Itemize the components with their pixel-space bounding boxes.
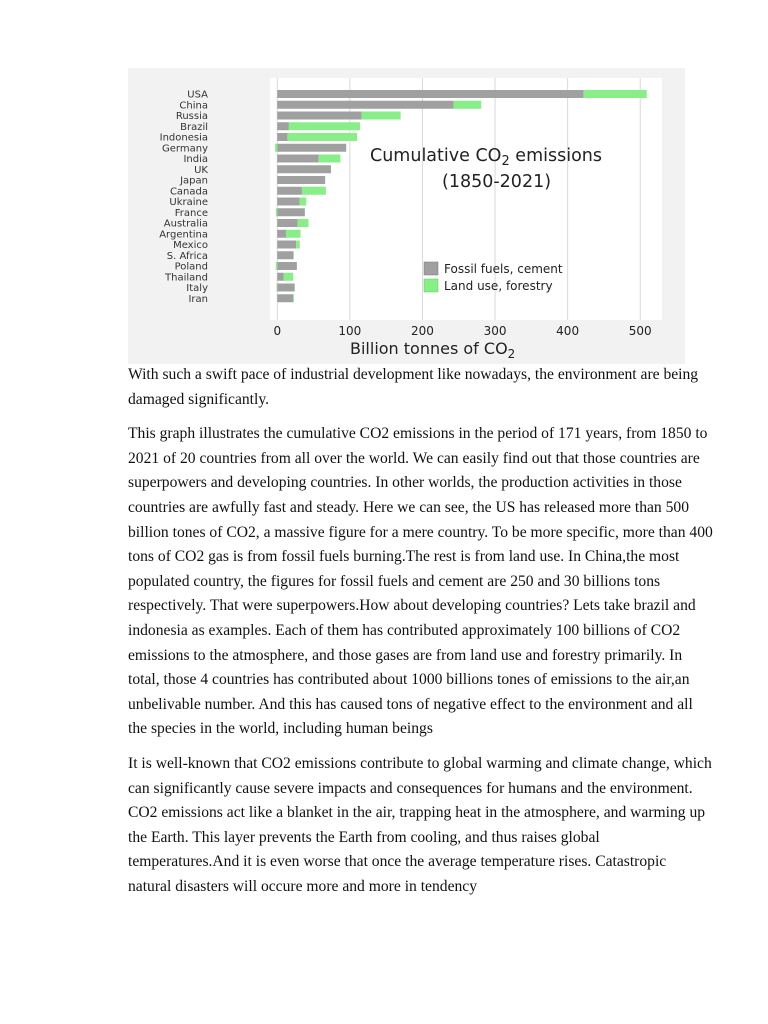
bar-fossil <box>277 122 289 130</box>
bar-landuse <box>284 273 293 281</box>
category-label: Russia <box>175 111 208 122</box>
x-tick-label: 300 <box>483 324 507 338</box>
category-label: USA <box>187 89 208 101</box>
category-label: UK <box>194 164 208 176</box>
bar-landuse <box>454 101 482 109</box>
category-label: Poland <box>174 261 208 273</box>
body-text <box>128 363 713 909</box>
x-tick-label: 100 <box>338 324 362 338</box>
bar-fossil <box>277 294 293 302</box>
x-tick-label: 500 <box>628 324 652 338</box>
category-label: France <box>174 207 208 219</box>
category-label: Argentina <box>159 229 208 241</box>
category-label: Ukraine <box>169 197 208 208</box>
x-axis-label: Billion tonnes of $CO_2$ <box>350 339 516 361</box>
bar-landuse <box>296 241 300 249</box>
chart-title-line2: (1850-2021) <box>442 172 552 192</box>
category-label: Thailand <box>165 272 208 284</box>
bar-landuse <box>276 208 277 216</box>
bar-landuse <box>276 262 277 270</box>
emissions-chart <box>128 68 685 364</box>
category-label: S. Africa <box>166 250 208 262</box>
bar-fossil <box>277 133 287 141</box>
legend-label-landuse: Land use, forestry <box>444 279 553 293</box>
bar-fossil <box>277 262 297 270</box>
bar-landuse <box>319 155 341 163</box>
category-label: Japan <box>180 175 208 187</box>
bar-landuse <box>293 294 294 302</box>
bar-landuse <box>286 230 301 238</box>
bar-landuse <box>289 122 360 130</box>
bar-fossil <box>277 144 346 152</box>
category-label: Italy <box>186 283 208 294</box>
x-tick-label: 200 <box>410 324 434 338</box>
bar-fossil <box>277 176 325 184</box>
bar-landuse <box>584 90 647 98</box>
category-label: India <box>183 154 208 165</box>
chart-title-line1: Cumulative $CO_2$ emissions <box>370 146 602 169</box>
bar-fossil <box>277 251 293 259</box>
bar-landuse <box>287 133 357 141</box>
paragraph-graph-description: This graph illustrates the cumulative CO2 emissions in the period of 171 years, from 1850 to 2021 of 20 countries from all over the world. We can easily find out that those countries are superpowers and developing countries. In other worlds, the production activities in those countries are awfully fast and steady. Here we can see, the US has released more than 500 billion tones of CO2, a massive figure for a mere country. To be more specific, more than 400 tons of CO2 gas is from fossil fuels burning.The rest is from land use. In China,the most populated country, the figures for fossil fuels and cement are 250 and 30 billions tons respectively. That were superpowers.How about developing countries? Lets take brazil and indonesia as examples. Each of them has contributed approximately 100 billions of CO2 emissions to the atmosphere, and those gases are from land use and forestry primarily. In total, those 4 countries has contributed about 1000 billions tones of emissions to the air,an unbelivable number. And this has caused tons of negative effect to the environment and all the species in the world, including human beings <box>128 425 713 738</box>
bar-fossil <box>277 198 300 206</box>
x-tick-label: 0 <box>273 324 282 338</box>
bar-landuse <box>302 187 326 195</box>
bar-landuse <box>300 198 307 206</box>
bar-fossil <box>277 101 453 109</box>
bar-fossil <box>277 241 296 249</box>
bar-fossil <box>277 208 305 216</box>
bar-fossil <box>277 90 583 98</box>
bar-fossil <box>277 219 297 227</box>
legend-swatch-landuse <box>424 279 438 292</box>
category-label: Australia <box>163 218 208 230</box>
legend-label-fossil: Fossil fuels, cement <box>444 262 563 276</box>
legend-swatch-fossil <box>424 262 438 275</box>
category-label: Germany <box>162 143 208 155</box>
bar-fossil <box>277 155 318 163</box>
category-label: China <box>179 100 208 112</box>
x-tick-label: 400 <box>556 324 580 338</box>
category-label: Indonesia <box>159 132 208 144</box>
category-label: Brazil <box>180 121 208 133</box>
bar-landuse <box>277 284 278 292</box>
bar-fossil <box>277 284 294 292</box>
bar-landuse <box>275 144 277 152</box>
bar-fossil <box>277 112 361 120</box>
bar-fossil <box>277 273 284 281</box>
paragraph-global-warming: It is well-known that CO2 emissions contribute to global warming and climate change, which can significantly cause severe impacts and consequences for humans and the environment. CO2 emissions act like a blanket in the air, trapping heat in the atmosphere, and warming up the Earth. This layer prevents the Earth from cooling, and thus raises global temperatures.And it is even worse that once the average temperature rises. Catastropic natural disasters will occure more and more in tendency <box>128 754 712 895</box>
bar-fossil <box>277 165 331 173</box>
bar-landuse <box>293 251 294 259</box>
emissions-chart-figure <box>128 68 685 364</box>
category-label: Mexico <box>173 240 208 251</box>
bar-fossil <box>277 230 286 238</box>
paragraph-intro: With such a swift pace of industrial development like nowadays, the environment are being damaged significantly. <box>128 366 699 408</box>
bar-fossil <box>277 187 302 195</box>
bar-landuse <box>298 219 309 227</box>
category-label: Iran <box>188 293 208 305</box>
category-label: Canada <box>169 186 208 198</box>
bar-landuse <box>361 112 400 120</box>
